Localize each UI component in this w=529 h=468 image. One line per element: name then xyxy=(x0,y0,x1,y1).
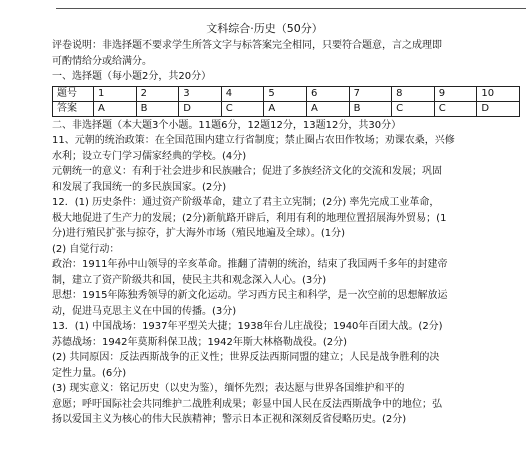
question-number: 9 xyxy=(434,86,477,101)
document-body xyxy=(52,38,526,428)
q12-line: (2) 自觉行动： xyxy=(52,243,120,255)
answer-cell: A xyxy=(94,101,137,116)
grading-note-line: 评卷说明：非选择题不要求学生所答文字与标答案完全相同，只要符合题意，言之成理即 xyxy=(52,40,442,51)
question-number: 10 xyxy=(477,86,520,101)
answer-cell: A xyxy=(264,101,307,116)
answer-cell: C xyxy=(392,101,435,116)
q13-line: (3) 现实意义：铭记历史（以史为鉴），缅怀先烈；表达愿与世界各国维护和平的 xyxy=(52,383,405,394)
q13-line: 定性力量。(6分) xyxy=(52,367,127,379)
question-number: 2 xyxy=(136,86,179,101)
answer-cell: D xyxy=(179,101,222,116)
q13-line: (2) 共同原因：反法西斯战争的正义性；世界反法西斯同盟的建立；人民是战争胜利的决 xyxy=(52,352,440,363)
answer-cell: B xyxy=(349,101,392,116)
question-number: 6 xyxy=(306,86,349,101)
q13-line: 苏德战场：1942年莫斯科保卫战；1942年斯大林格勒战役。(2分) xyxy=(52,336,348,348)
question-number: 1 xyxy=(94,86,137,101)
q12-line: 极大地促进了生产力的发展；(2分)新航路开辟后，利用有利的地理位置招展海外贸易；(1 xyxy=(52,212,447,224)
question-number: 5 xyxy=(264,86,307,101)
question-number: 8 xyxy=(392,86,435,101)
question-number: 3 xyxy=(179,86,222,101)
table-row xyxy=(53,86,520,101)
table-row-label: 答案 xyxy=(53,101,94,116)
answer-cell: C xyxy=(434,101,477,116)
question-number: 7 xyxy=(349,86,392,101)
question-number: 4 xyxy=(221,86,264,101)
q11-line: 和发展了我国统一的多民族国家。(2分) xyxy=(52,181,227,193)
q11-line: 水利；设立专门学习儒家经典的学校。(4分) xyxy=(52,150,247,162)
table-row xyxy=(53,101,520,116)
section1-heading: 一、选择题（每小题2分，共20分） xyxy=(52,71,212,82)
q13-line: 意愿；呼吁国际社会共同维护二战胜利成果；彰显中国人民在反法西斯战争中的地位；弘 xyxy=(52,398,442,410)
q12-line: 12．(1) 历史条件：通过资产阶级革命，建立了君主立宪制；(2分) 率先完成工业革命， xyxy=(52,197,440,208)
answer-cell: B xyxy=(136,101,179,116)
page-title: 文科综合·历史（50分） xyxy=(206,22,323,35)
answer-cell: A xyxy=(306,101,349,116)
q13-line: 扬以爱国主义为核心的伟大民族精神；警示日本正视和深刻反省侵略历史。(2分) xyxy=(52,414,407,425)
grading-note-line: 可酌情给分或给满分。 xyxy=(52,55,152,67)
q12-line: 分)进行殖民扩张与掠夺，扩大海外市场（殖民地遍及全球）。(1分) xyxy=(52,228,346,239)
q12-line: 政治：1911年孙中山领导的辛亥革命。推翻了清朝的统治，结束了我国两千多年的封建帝 xyxy=(52,259,448,270)
answer-cell: C xyxy=(221,101,264,116)
section2-heading: 二、非选择题（本大题3个小题。11题6分，12题12分，13题12分，共30分） xyxy=(52,119,402,131)
table-row-label: 题号 xyxy=(53,86,94,101)
answer-table xyxy=(52,86,520,117)
q13-line: 13．(1) 中国战场：1937年平型关大捷；1938年台儿庄战役；1940年百团大战。(2分) xyxy=(52,321,443,332)
q11-line: 元朝统一的意义：有利于社会进步和民族融合；促进了多族经济文化的交流和发展；巩固 xyxy=(52,166,442,177)
q12-line: 动，促进马克思主义在中国的传播。(3分) xyxy=(52,305,237,317)
q12-line: 制，建立了资产阶级共和国，使民主共和观念深入人心。(3分) xyxy=(52,274,327,286)
answer-cell: D xyxy=(477,101,520,116)
header-rule xyxy=(56,8,526,9)
q12-line: 思想：1915年陈独秀领导的新文化运动。学习西方民主和科学，是一次空前的思想解放运 xyxy=(52,290,448,301)
q11-line: 11、元朝的统治政策：在全国范围内建立行省制度；禁止圈占农田作牧场；劝课农桑，兴修 xyxy=(52,135,455,146)
